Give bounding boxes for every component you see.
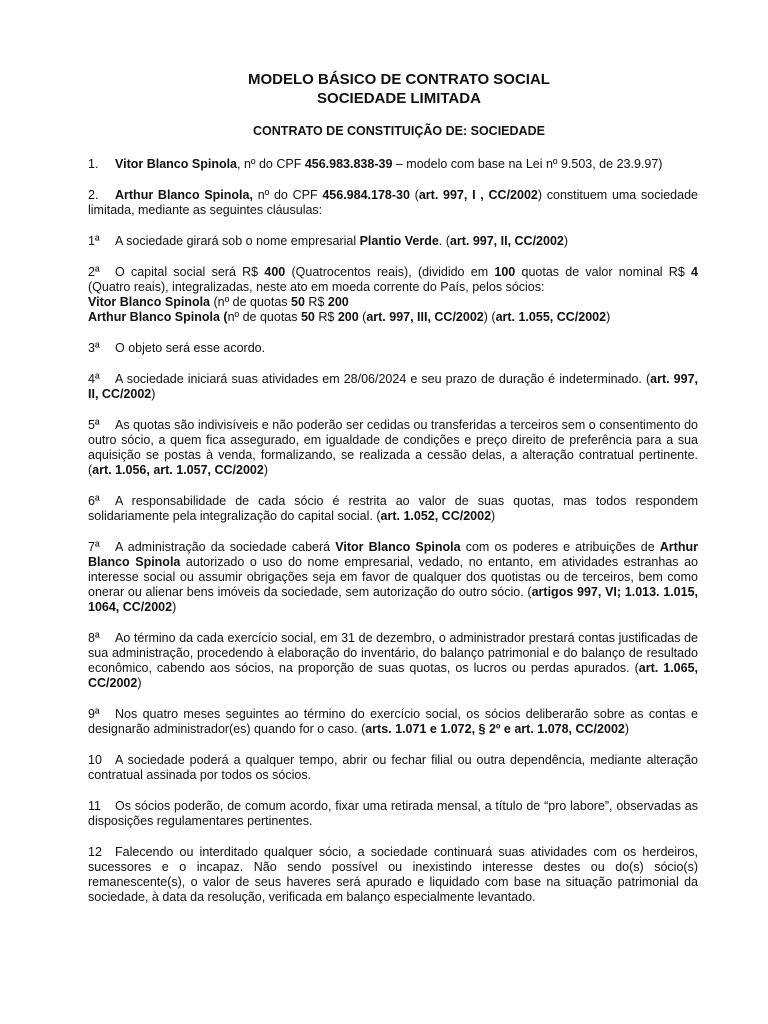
text: A sociedade girará sob o nome empresarial <box>115 234 360 248</box>
text: ) <box>606 310 611 324</box>
text: Nos quatro meses seguintes ao término do exercício social, os sócios deliberarão sobre as contas e designarão administrador(es) quando for o caso. ( <box>88 707 698 736</box>
legal-reference: art. 1.052, CC/2002 <box>380 509 492 523</box>
clause-number: 1ª <box>88 234 100 248</box>
clause-5 <box>88 418 698 478</box>
clause-number: 12 <box>88 845 102 859</box>
text: ) ( <box>483 310 496 324</box>
text: ) <box>172 600 177 614</box>
partner-2-value: 200 <box>337 310 359 324</box>
text: nº do CPF <box>252 188 323 202</box>
partner-name: Arthur Blanco Spinola <box>88 540 698 569</box>
clause-number: 10 <box>88 753 102 767</box>
title-line-2: SOCIEDADE LIMITADA <box>317 90 481 107</box>
text: quotas de valor nominal R$ <box>515 265 692 279</box>
text: A responsabilidade de cada sócio é restrita ao valor de suas quotas, mas todos respondem solidariamente pela integralização do capital social. ( <box>88 494 698 523</box>
text: Os sócios poderão, de comum acordo, fixar uma retirada mensal, a título de “pro labore”, observadas as disposições regulamentares pertinentes. <box>88 799 698 828</box>
administrator-name: Vitor Blanco Spinola <box>335 540 461 554</box>
text: ) <box>491 509 496 523</box>
text: ( <box>358 310 367 324</box>
party-2-name: Arthur Blanco Spinola, <box>115 188 253 202</box>
clause-10 <box>88 753 698 783</box>
partner-1-quotas: 50 <box>291 295 305 309</box>
party-2-paragraph <box>88 188 698 218</box>
capital-value: 400 <box>264 265 286 279</box>
paragraph-number: 1. <box>88 157 99 171</box>
text: com os poderes e atribuições de <box>460 540 660 554</box>
clause-3 <box>88 341 698 356</box>
partner-1-value: 200 <box>327 295 349 309</box>
text: A sociedade iniciará suas atividades em 28/06/2024 e seu prazo de duração é indeterminado. ( <box>115 372 651 386</box>
text: ) <box>263 463 268 477</box>
clause-11 <box>88 799 698 829</box>
text: O objeto será esse acordo. <box>115 341 266 355</box>
legal-reference: art. 997, II, CC/2002 <box>88 372 698 401</box>
text: R$ <box>304 295 328 309</box>
party-2-cpf: 456.984.178-30 <box>322 188 410 202</box>
text: ) constituem uma sociedade limitada, mediante as seguintes cláusulas: <box>88 188 698 217</box>
clause-number: 3ª <box>88 341 100 355</box>
quota-nominal-value: 4 <box>691 265 698 279</box>
legal-reference: artigos 997, VI; 1.013. 1.015, 1064, CC/2002 <box>88 585 699 614</box>
text: O capital social será R$ <box>115 265 265 279</box>
paragraph-number: 2. <box>88 188 99 202</box>
clause-number: 11 <box>88 799 101 813</box>
text: (nº de quotas <box>210 295 292 309</box>
text: ) <box>137 676 142 690</box>
quota-count: 100 <box>494 265 516 279</box>
clause-number: 2ª <box>88 265 100 279</box>
party-1-name: Vitor Blanco Spinola <box>115 157 238 171</box>
legal-reference: art. 997, III, CC/2002 <box>366 310 484 324</box>
partner-1-name: Vitor Blanco Spinola <box>88 295 211 309</box>
legal-reference: art. 1.055, CC/2002 <box>495 310 607 324</box>
legal-reference: art. 997, II, CC/2002 <box>449 234 564 248</box>
text: . ( <box>438 234 450 248</box>
legal-reference: arts. 1.071 e 1.072, § 2º e art. 1.078, CC/2002 <box>365 722 625 736</box>
text: A sociedade poderá a qualquer tempo, abrir ou fechar filial ou outra dependência, mediante alteração contratual assinada por todos os sócios. <box>88 753 698 782</box>
text: – modelo com base na Lei nº 9.503, de 23.9.97) <box>392 157 663 171</box>
clause-4 <box>88 372 698 402</box>
clause-2 <box>88 265 698 325</box>
text: ) <box>624 722 630 736</box>
party-1-cpf: 456.983.838-39 <box>304 157 393 171</box>
clause-12 <box>88 845 698 905</box>
text: As quotas são indivisíveis e não poderão ser cedidas ou transferidas a terceiros sem o consentimento do outro sócio, a quem fica assegurado, em igualdade de condições e preço direito de preferência para a sua aquisição se postas à venda, formalizando, se realizada a cessão delas, a alteração contratual pertinente. ( <box>88 418 698 477</box>
text: (Quatro reais), integralizadas, neste ato em moeda corrente do País, pelos sócios: <box>88 280 545 294</box>
text: ) <box>563 234 569 248</box>
document-title <box>100 70 698 108</box>
text: , nº do CPF <box>237 157 305 171</box>
clause-number: 8ª <box>88 631 100 645</box>
partner-2-name: Arthur Blanco Spinola ( <box>88 310 228 324</box>
clause-6 <box>88 494 698 524</box>
clause-1 <box>88 234 698 249</box>
text: nº de quotas <box>227 310 301 324</box>
title-line-1: MODELO BÁSICO DE CONTRATO SOCIAL <box>248 71 550 88</box>
text: ( <box>409 188 419 202</box>
clause-8 <box>88 631 698 691</box>
clause-number: 4ª <box>88 372 100 386</box>
clause-number: 7ª <box>88 540 100 554</box>
legal-reference: art. 1.065, CC/2002 <box>88 661 698 690</box>
clause-number: 5ª <box>88 418 100 432</box>
text: autorizado o uso do nome empresarial, vedado, no entanto, em atividades estranhas ao interesse social ou assumir obrigações seja em favor de qualquer dos quotistas ou de terceiros, bem como onerar ou alienar bens imóveis da sociedade, sem autorização do outro sócio. ( <box>88 555 698 599</box>
clause-7 <box>88 540 698 615</box>
legal-reference: art. 1.056, art. 1.057, CC/2002 <box>92 463 264 477</box>
clause-number: 6ª <box>88 494 100 508</box>
legal-reference: art. 997, I , CC/2002 <box>418 188 538 202</box>
text: ) <box>151 387 156 401</box>
clause-9 <box>88 707 698 737</box>
partner-2-quotas: 50 <box>300 310 315 324</box>
text: Ao término da cada exercício social, em 31 de dezembro, o administrador prestará contas justificadas de sua administração, procedendo à elaboração do inventário, do balanço patrimonial e do balanço de resultado econômico, cabendo aos sócios, na proporção de suas quotas, os lucros ou perdas apurados. ( <box>88 631 698 675</box>
party-1-paragraph <box>88 157 698 172</box>
text: (Quatrocentos reais), (dividido em <box>285 265 495 279</box>
text: Falecendo ou interditado qualquer sócio, a sociedade continuará suas atividades com os herdeiros, sucessores e o incapaz. Não sendo possível ou inexistindo interesse destes ou do(s) sócio(s) remanescente(s), o valor de seus haveres será apurado e liquidado com base na situação patrimonial da sociedade, à data da resolução, verificada em balanço especialmente levantado. <box>88 845 698 904</box>
text: A administração da sociedade caberá <box>115 540 336 554</box>
clause-number: 9ª <box>88 707 100 721</box>
document-subtitle: CONTRATO DE CONSTITUIÇÃO DE: SOCIEDADE <box>253 124 545 138</box>
company-name: Plantio Verde <box>359 234 439 248</box>
text: R$ <box>314 310 338 324</box>
